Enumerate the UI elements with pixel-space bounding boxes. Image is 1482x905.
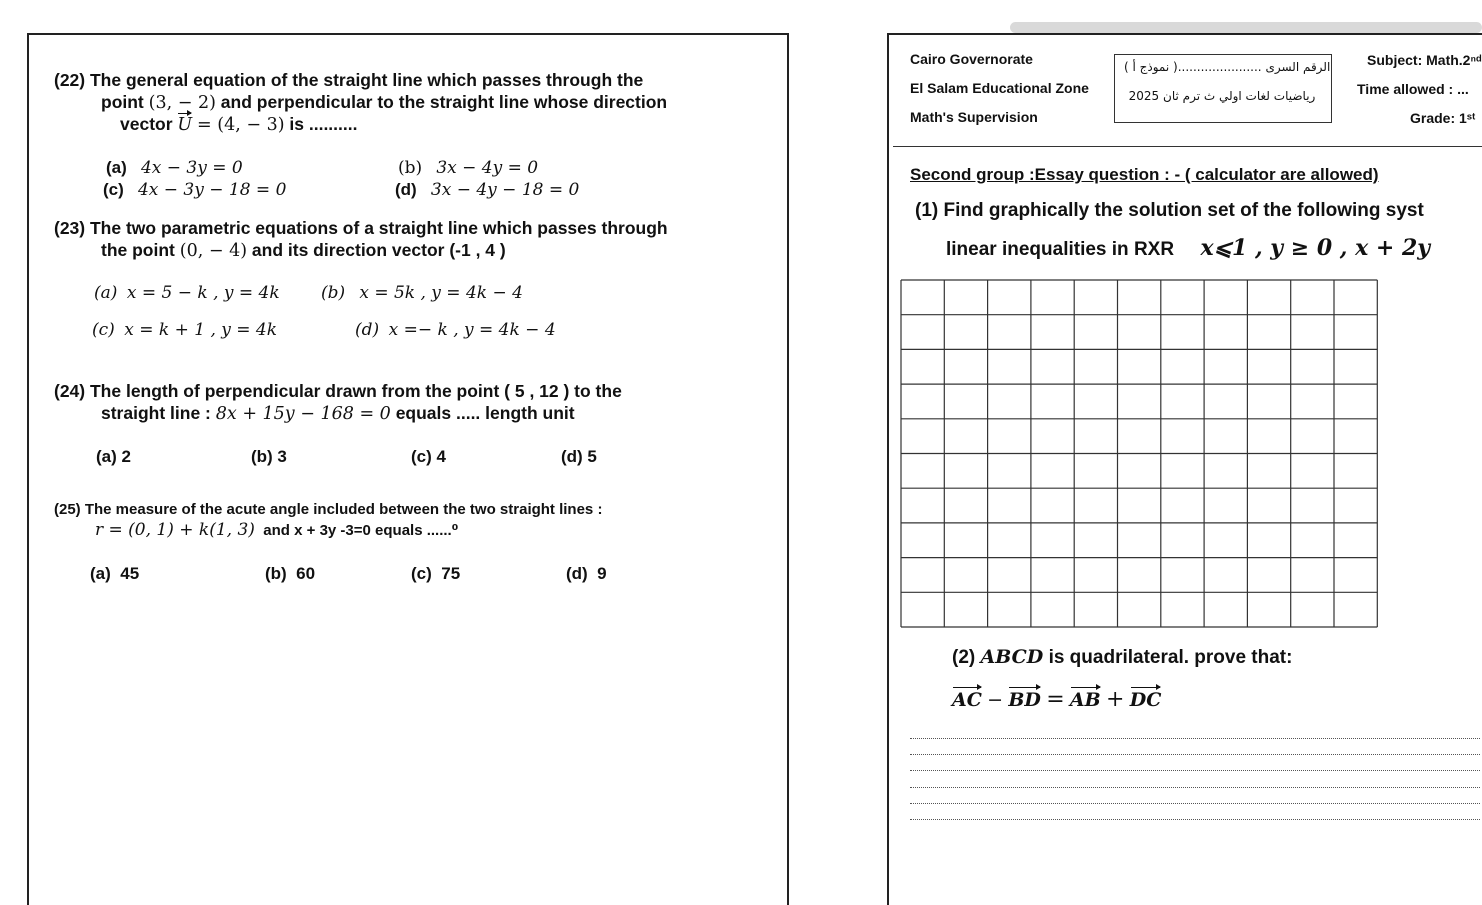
q24-option-b[interactable]: (b) 3 xyxy=(251,447,287,466)
header-divider xyxy=(893,146,1482,147)
horizontal-scrollbar[interactable] xyxy=(1010,22,1482,33)
q22-line1: (22) The general equation of the straight line which passes through the xyxy=(54,70,644,90)
answer-line-3[interactable] xyxy=(910,770,1480,771)
q25-line2: r = (0, 1) + k(1, 3) and x + 3y -3=0 equals ......⁰ xyxy=(95,520,459,540)
vector-u: U xyxy=(177,115,193,135)
q24-line2: straight line : 8x + 15y − 168 = 0 equals ..... length unit xyxy=(101,403,575,424)
arabic-subject-line: رياضيات لغات اولي ث ترم ثان 2025 xyxy=(1128,89,1316,103)
q24-option-a[interactable]: (a) 2 xyxy=(96,447,131,466)
q23-line2: the point (0, − 4) and its direction vector (-1 , 4 ) xyxy=(101,240,506,261)
graph-grid[interactable] xyxy=(900,279,1380,629)
header-grade: Grade: 1ˢᵗ xyxy=(1410,110,1476,126)
answer-line-4[interactable] xyxy=(910,787,1480,788)
q25-option-d[interactable]: (d) 9 xyxy=(566,564,607,583)
q23-option-c[interactable]: (c) x = k + 1 , y = 4k xyxy=(92,320,278,340)
section-title: Second group :Essay question : - ( calculator are allowed) xyxy=(910,165,1379,184)
q2-vector-equation: AC − BD = AB + DC xyxy=(952,687,1162,712)
q25-option-a[interactable]: (a) 45 xyxy=(90,564,140,583)
q1-line1: (1) Find graphically the solution set of the following syst xyxy=(915,200,1424,221)
q22-option-b[interactable]: (b) 3x − 4y = 0 xyxy=(398,158,539,178)
q22-option-d[interactable]: (d) 3x − 4y − 18 = 0 xyxy=(395,180,580,200)
q25-line1: (25) The measure of the acute angle included between the two straight lines : xyxy=(54,501,603,518)
q22-option-c[interactable]: (c) 4x − 3y − 18 = 0 xyxy=(103,180,287,200)
answer-line-2[interactable] xyxy=(910,754,1480,755)
header-governorate: Cairo Governorate xyxy=(910,51,1033,67)
header-supervision: Math's Supervision xyxy=(910,109,1038,125)
header-time: Time allowed : ... xyxy=(1357,81,1469,97)
q23-line1: (23) The two parametric equations of a straight line which passes through xyxy=(54,218,668,238)
header-subject: Subject: Math.2ⁿᵈ xyxy=(1367,52,1482,68)
header-zone: El Salam Educational Zone xyxy=(910,80,1089,96)
q25-option-c[interactable]: (c) 75 xyxy=(411,564,461,583)
q23-option-b[interactable]: (b) x = 5k , y = 4k − 4 xyxy=(321,283,523,303)
q24-line1: (24) The length of perpendicular drawn from the point ( 5 , 12 ) to the xyxy=(54,381,622,401)
q23-option-d[interactable]: (d) x =− k , y = 4k − 4 xyxy=(355,320,556,340)
q2-line1: (2) ABCD is quadrilateral. prove that: xyxy=(952,646,1293,668)
answer-line-6[interactable] xyxy=(910,819,1480,820)
arabic-serial-line: الرقم السرى ......................( نموذج أ ) xyxy=(1124,60,1331,74)
q25-option-b[interactable]: (b) 60 xyxy=(265,564,316,583)
q24-option-c[interactable]: (c) 4 xyxy=(411,447,446,466)
q24-option-d[interactable]: (d) 5 xyxy=(561,447,597,466)
q22-line3: vector U = (4, − 3) is .......... xyxy=(120,114,358,135)
q22-option-a[interactable]: (a) 4x − 3y = 0 xyxy=(106,158,243,178)
q22-line2: point (3, − 2) and perpendicular to the straight line whose direction xyxy=(101,92,668,113)
answer-line-1[interactable] xyxy=(910,738,1480,739)
q23-option-a[interactable]: (a) x = 5 − k , y = 4k xyxy=(94,283,280,303)
answer-line-5[interactable] xyxy=(910,803,1480,804)
q1-line2: linear inequalities in RXR x⩽1 , y ≥ 0 , x + 2y xyxy=(946,235,1431,261)
